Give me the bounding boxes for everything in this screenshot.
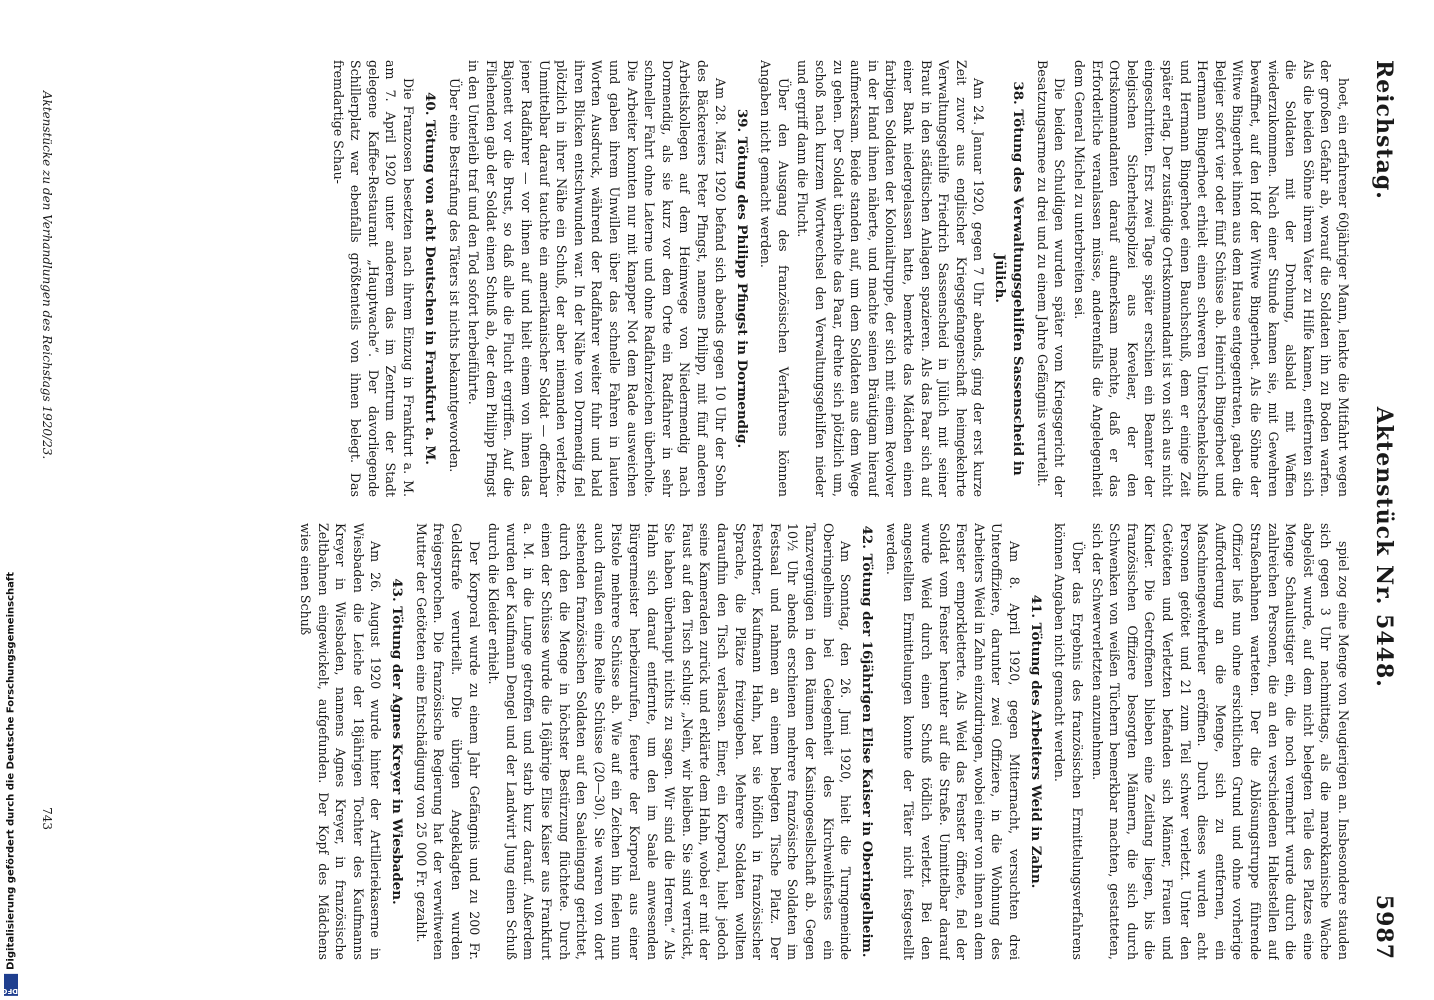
section-heading: 39. Tötung des Philipp Pfingst in Dormendig. — [733, 108, 750, 449]
dfg-credit-text: Digitalisierung gefördert durch die Deutsche Forschungsgemeinschaft — [5, 572, 17, 970]
paragraph: Am 28. März 1920 befand sich abends gegen 10 Uhr der Sohn des Bäckereiers Peter Pfingst, namens Philipp, mit fünf anderen Arbeitskollegen auf dem Heimwege von Niedermendig nach Dormendig, als sie kurz vor dem Orte ein Radfahrer in sehr schneller Fahrt ohne Laterne und ohne Radfahrzeichen überholte. Die Arbeiter konnten nur mit knapper Not dem Rade ausweichen und gaben ihrem Unwillen über das schnelle Fahren in lauten Worten Ausdruck, während der Radfahrer weiter fuhr und bald ihren Blicken entschwunden war. In der Nähe von Dormendig fiel plötzlich in ihrer Nähe ein Schuß, der aber niemanden verletzte. Unmittelbar darauf tauchte ein amerikanischer Soldat — offenbar jener Radfahrer — vor ihnen auf und hielt einem von ihnen das Bajonett vor die Brust, so daß alle die Flucht ergriffen. Auf die Fliehenden gab der Soldat einen Schuß ab, der dem Philipp Pfingst in den Unterleib traf und den Tod sofort herbeiführte. — [466, 60, 728, 497]
footer-note: Aktenstücke zu den Verhandlungen des Reichstags 1920/23. — [40, 90, 54, 460]
section-heading: 42. Tötung der 16jährigen Elise Kaiser in Oberingelheim. — [859, 525, 876, 958]
right-column — [70, 523, 1352, 960]
paragraph: Am 24. Januar 1920, gegen 7 Uhr abends, ging der erst kurze Zeit zuvor aus englischer Kriegsgefangenschaft heimgekehrte Verwaltungsgehilfe Friedrich Sassenscheid in Jülich mit seiner Braut in den städtischen Anlagen spazieren. Als das Paar sich auf einer Bank niedergelassen hatte, bemerkte das Mädchen einen farbigen Soldaten der Kolonialtruppe, der sich mit einem Revolver in der Hand ihnen näherte, und machte seinen Bräutigam hierauf aufmerksam. Beide standen auf, um dem Soldaten aus dem Wege zu gehen. Der Soldat überholte das Paar, drehte sich plötzlich um, schoß nach kurzem Wortwechsel den Verwaltungsgehilfen nieder und ergriff dann die Flucht. — [795, 60, 987, 497]
header-page-number: 5987 — [1371, 894, 1397, 960]
footer-page-number: 743 — [40, 807, 54, 830]
section-heading: 41. Tötung des Arbeiters Weid in Zahn. — [1027, 594, 1044, 889]
paragraph: Am 8. April 1920, gegen Mitternacht, versuchten drei Unteroffiziere, darunter zwei Offiziere, in die Wohnung des Arbeiters Weid in Zahn einzudringen, wobei einer von ihnen an dem Fenster emporkletterte. Als Weid das Fenster öffnete, fiel der Soldat vom Fenster herunter auf die Straße. Unmittelbar darauf wurde Weid durch einen Schuß tödlich verletzt. Bei den angestellten Ermittelungen konnte der Täter nicht festgestellt werden. — [883, 523, 1022, 960]
paragraph: Die beiden Schuldigen wurden später vom Kriegsgericht der Besatzungsarmee zu drei und zu einem Jahre Gefängnis verurteilt. — [1034, 60, 1068, 497]
header-title: Aktenstück Nr. 5448. — [1371, 406, 1397, 688]
text-columns — [70, 60, 1352, 960]
dfg-credit — [1, 572, 18, 996]
paragraph: Die Franzosen besetzten nach ihrem Einzug in Frankfurt a. M. am 7. April 1920 unter anderem das im Zentrum der Stadt gelegene Kaffee-Restaurant „Hauptwache“. Der davorliegende Schillerplatz war ebenfalls größtenteils von ihnen belegt. Das fremdartige Schau- — [330, 60, 417, 497]
dfg-logo-icon: DFG — [4, 974, 18, 996]
paragraph: Am Sonntag, den 26. Juni 1920, hielt die Turngemeinde Oberingelheim bei Gelegenheit des Kirchweihfestes ein Tanzvergnügen in den Räumen der Kasinogesellschaft ab. Gegen 10½ Uhr abends erschienen mehrere französische Soldaten im Festsaal und nahmen an einem belegten Tische Platz. Der Festordner, Kaufmann Hahn, bat sie höflich in französischer Sprache, die Plätze freizugeben. Mehrere Soldaten wollten daraufhin den Tisch verlassen. Einer, ein Korporal, hielt jedoch seine Kameraden zurück und erklärte dem Hahn, wobei er mit der Faust auf den Tisch schlug: „Nein, wir bleiben. Sie sind verrückt, Sie haben überhaupt nichts zu sagen. Wir sind die Herren.“ Als Hahn sich darauf entfernte, um den im Saale anwesenden Bürgermeister herbeizurufen, feuerte der Korporal aus einer Pistole mehrere Schüsse ab. Wie auf ein Zeichen hin fielen nun auch draußen eine Reihe Schüsse (20—30). Sie waren von dort stehenden französischen Soldaten auf den Saaleingang gerichtet, durch den die Menge in höchster Bestürzung flüchtete. Durch einen der Schüsse wurde die 16jährige Elise Kaiser aus Frankfurt a. M. in die Lunge getroffen und starb kurz darauf. Außerdem wurden der Kaufmann Dengel und der Landwirt Jung einen Schuß durch die Kleider erhielt. — [486, 523, 854, 960]
paragraph: Der Korporal wurde zu einem Jahr Gefängnis und zu 200 Fr. Geldstrafe verurteilt. Die übrigen Angeklagten wurden freigesprochen. Die französische Regierung hat der verwitweten Mutter der Getöteten eine Entschädigung von 25 000 Fr. gezahlt. — [413, 523, 482, 960]
section-heading: 43. Tötung der Agnes Kreyer in Wiesbaden. — [389, 578, 406, 905]
page-header — [1364, 60, 1404, 960]
left-column — [70, 60, 1352, 497]
paragraph: Über den Ausgang des französischen Verfahrens können Angaben nicht gemacht werden. — [758, 60, 791, 497]
section-heading: 38. Tötung des Verwaltungsgehilfen Sassenscheid in Jülich. — [992, 81, 1027, 476]
header-left: Reichstag. — [1371, 60, 1397, 200]
paragraph: hoet, ein erfahrener 60jähriger Mann, lenkte die Mitfahrt wegen der großen Gefahr ab, worauf die Soldaten ihn zu Boden warfen. Als die beiden Söhne ihrem Vater zu Hilfe kamen, entfernten sich die Soldaten mit der Drohung, alsbald mit Waffen wiederzukommen. Nach einer Stunde kamen sie, mit Gewehren bewaffnet, auf den Hof der Witwe Bingerhoet. Als die Söhne der Witwe Bingerhoet ihnen aus dem Hause entgegentraten, gaben die Belgier sofort vier oder fünf Schüsse ab. Heinrich Bingerhoet und Hermann Bingerhoet erhielt einen schweren Unterschenkelschuß und Hermann Bingerhoet einen Bauchschuß, dem er einige Zeit später erlag. Der zuständige Ortskommandant ist von sich aus nicht eingeschritten. Erst zwei Tage später erschien ein Beamter der belgischen Sicherheitspolizei aus Kevelaer, der den Ortskommandanten darauf aufmerksam machte, daß er das Erforderliche veranlassen müsse, anderenfalls die Angelegenheit dem General Michel zu unterbreiten sei. — [1072, 60, 1351, 497]
paragraph: Über eine Bestrafung des Täters ist nichts bekanntgeworden. — [446, 78, 462, 473]
paragraph: spiel zog eine Menge von Neugierigen an. Insbesondere stauden sich gegen 3 Uhr nachmittags, als die marokkanische Wache abgelöst wurde, auf dem nicht belegten Teile des Platzes eine Menge Schaulustiger ein, die noch vermehrt wurde durch die zahlreichen Personen, die an den verschiedenen Haltestellen auf Straßenbahnen warteten. Der die Ablösungstruppe führende Offizier ließ nun ohne ersichtlichen Grund und ohne vorherige Aufforderung an die Menge, sich zu entfernen, ein Maschinengewehrfeuer eröffnen. Durch dieses wurden acht Personen getötet und 21 zum Teil schwer verletzt. Unter den Getöteten und Verletzten befanden sich Männer, Frauen und Kinder. Die Getroffenen blieben eine Zeitlang liegen, bis die französischen Offiziere besorgten Männern, die sich durch Schwenken von weißen Tüchern bemerkbar machten, gestatteten, sich der Schwerverletzten anzunehmen. — [1089, 523, 1351, 960]
paragraph: Am 26. August 1920 wurde hinter der Artilleriekaserne in Wiesbaden die Leiche der 18jährigen Tochter des Kaufmanns Kreyer in Wiesbaden, namens Agnes Kreyer, in französische Zeltbahnen eingewickelt, aufgefunden. Der Kopf des Mädchens wies einen Schuß — [297, 523, 384, 960]
section-heading: 40. Tötung von acht Deutschen in Frankfurt a. M. — [422, 92, 439, 465]
paragraph: Über das Ergebnis des französischen Ermittelungsverfahrens können Angaben nicht gemacht werden. — [1052, 523, 1086, 960]
